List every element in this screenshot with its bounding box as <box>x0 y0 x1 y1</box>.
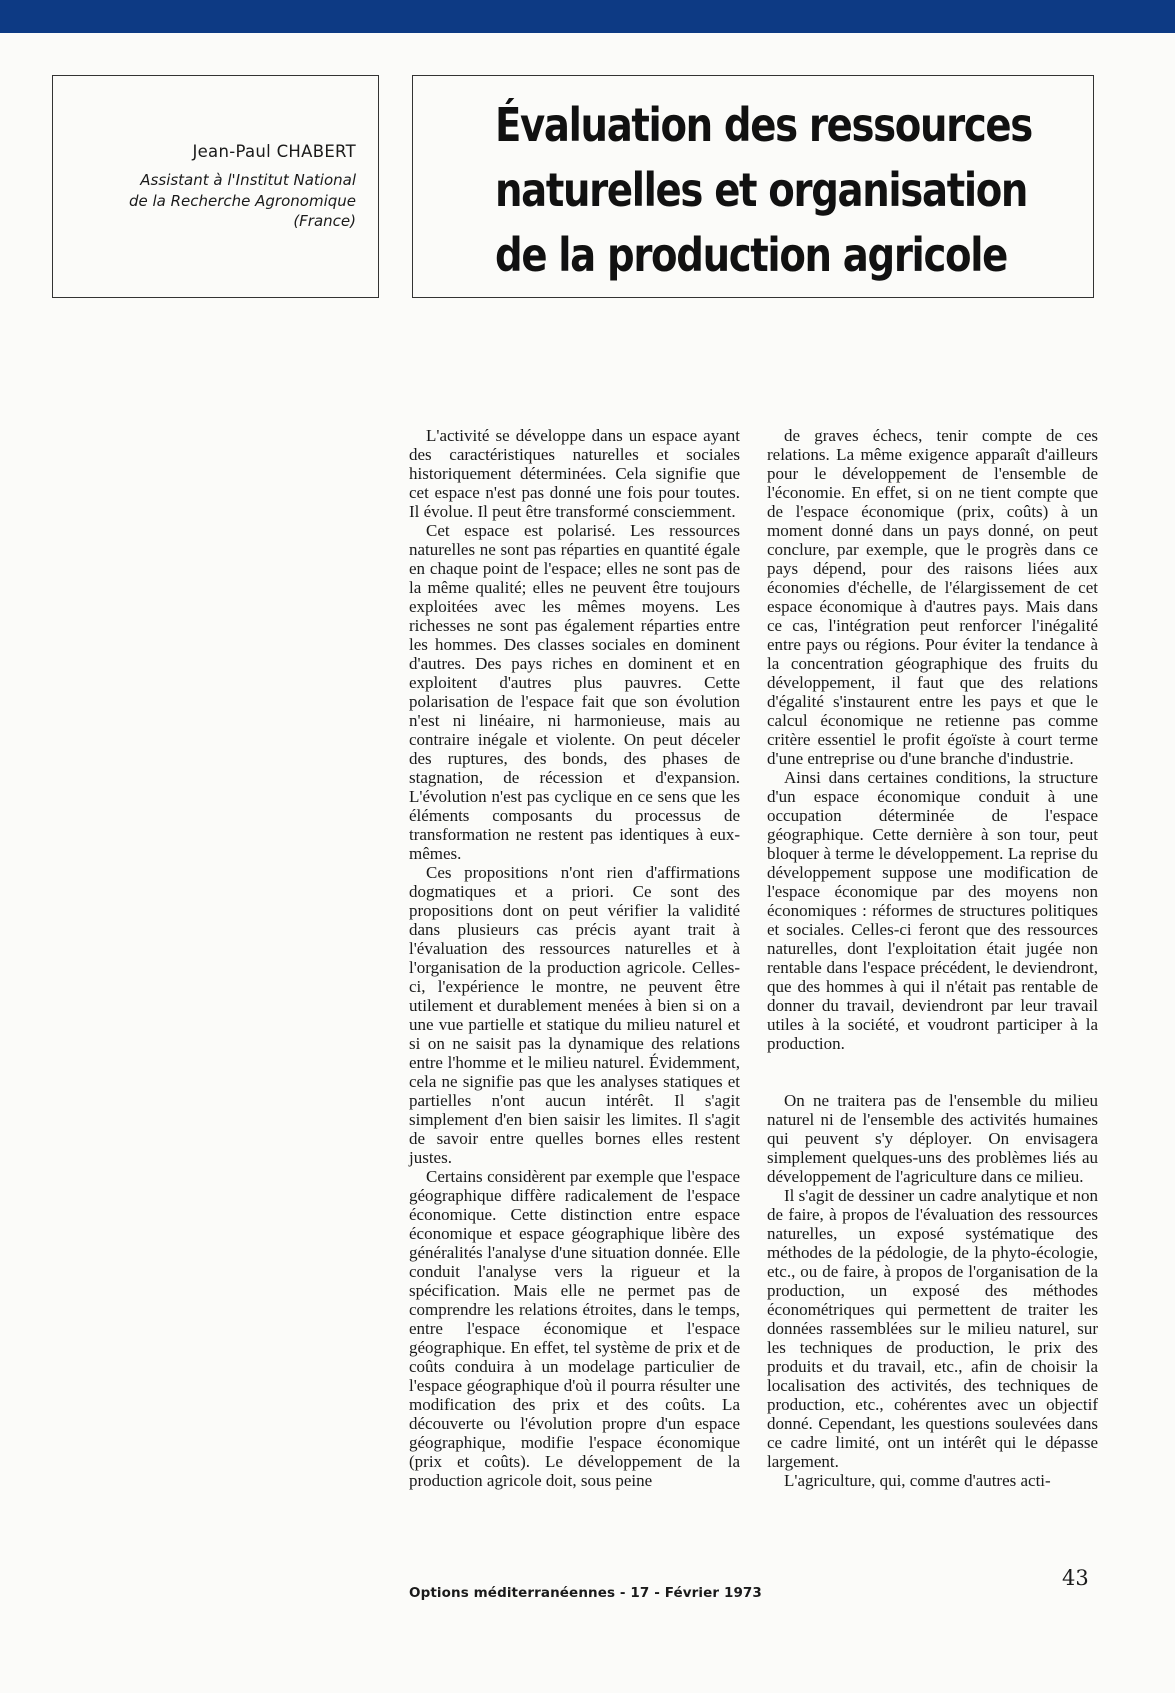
author-affiliation <box>63 170 356 232</box>
paragraph: L'activité se développe dans un espace ayant des caractéristiques naturelles et sociales historiquement déterminées. Cela signifie que cet espace n'est pas donné une fois pour toutes. Il évolue. Il peut être transformé consciemment. <box>409 426 740 521</box>
affiliation-line: de la Recherche Agronomique <box>128 191 356 210</box>
paragraph: Cet espace est polarisé. Les ressources naturelles ne sont pas réparties en quantité égale en chaque point de l'espace; elles ne sont pas de la même qualité; elles ne peuvent être toujours exploitées avec les mêmes moyens. Les richesses ne sont pas également réparties entre les hommes. Des classes sociales en dominent d'autres. Des pays riches en dominent et en exploitent d'autres plus pauvres. Cette polarisation de l'espace fait que son évolution n'est ni linéaire, ni harmonieuse, mais au contraire inégale et violente. On peut déceler des ruptures, des bonds, des phases de stagnation, de récession et d'expansion. L'évolution n'est pas cyclique en ce sens que les éléments composants du processus de transformation ne restent pas identiques à eux-mêmes. <box>409 521 740 863</box>
article-title <box>495 93 1032 288</box>
paragraph: Ces propositions n'ont rien d'affirmations dogmatiques et a priori. Ce sont des propositions dont on peut vérifier la validité dans plusieurs cas précis ayant trait à l'évaluation des ressources naturelles et à l'organisation de la production agricole. Celles-ci, l'expérience le montre, ne peuvent être utilement et durablement menées à bien si on a une vue partielle et statique du milieu naturel et si on ne saisit pas la dynamique des relations entre l'homme et le milieu naturel. Évidemment, cela ne signifie pas que les analyses statiques et partielles n'ont aucun intérêt. Il s'agit simplement d'en bien saisir les limites. Il s'agit de savoir entre quelles bornes elles restent justes. <box>409 863 740 1167</box>
paragraph: Ainsi dans certaines conditions, la structure d'un espace économique conduit à une occupation déterminée de l'espace géographique. Cette dernière à son tour, peut bloquer à terme le développement. La reprise du développement suppose une modification de l'espace économique par des moyens non économiques : réformes de structures politiques et sociales. Celles-ci feront que des ressources naturelles, dont l'exploitation était jugée non rentable dans l'espace précédent, le deviendront, que des hommes à qui il n'était pas rentable de donner du travail, deviendront par leur travail utiles à la société, et voudront participer à la production. <box>767 768 1098 1053</box>
paragraph: On ne traitera pas de l'ensemble du milieu naturel ni de l'ensemble des activités humaines qui peuvent s'y déployer. On envisagera simplement quelques-uns des problèmes liés au développement de l'agriculture dans ce milieu. <box>767 1091 1098 1186</box>
page-number: 43 <box>1062 1566 1089 1590</box>
affiliation-line: (France) <box>293 212 356 230</box>
affiliation-line: Assistant à l'Institut National <box>140 171 356 189</box>
section-gap <box>767 1053 1098 1072</box>
body-column-right <box>767 426 1098 1490</box>
paragraph: L'agriculture, qui, comme d'autres acti- <box>784 1471 1051 1490</box>
paragraph: Il s'agit de dessiner un cadre analytique et non de faire, à propos de l'évaluation des ressources naturelles, un exposé systématique des méthodes de la pédologie, de la phyto-écologie, etc., ou de faire, à propos de l'organisation de la production, un exposé des méthodes économétriques qui permettent de traiter les données rassemblées sur le milieu naturel, sur les techniques de production, le prix des produits et du travail, etc., afin de choisir la localisation des activités, des techniques de production, etc., cohérentes avec un objectif donné. Cependant, les questions soulevées dans ce cadre limité, ont un intérêt qui le dépasse largement. <box>767 1186 1098 1471</box>
author-box <box>52 75 379 298</box>
title-line: de la production agricole <box>495 228 1007 282</box>
title-line: naturelles et organisation <box>495 163 1028 217</box>
section-gap <box>767 1072 1098 1091</box>
body-column-left <box>409 426 740 1490</box>
paragraph: de graves échecs, tenir compte de ces relations. La même exigence apparaît d'ailleurs pour le développement de l'ensemble de l'économie. En effet, si on ne tient compte que de l'espace économique (prix, coûts) à un moment donné dans un pays donné, on peut conclure, par exemple, que le progrès dans ce pays dépend, pour des raisons liées aux économies d'échelle, de l'élargissement de cet espace économique à d'autres pays. Mais dans ce cas, l'intégration peut renforcer l'inégalité entre pays ou régions. Pour éviter la tendance à la concentration géographique des fruits du développement, il faut que des relations d'égalité s'instaurent entre les pays et que le calcul économique ne retienne pas comme critère essentiel le profit égoïste à court terme d'une entreprise ou d'une branche d'industrie. <box>767 426 1098 768</box>
paragraph: Certains considèrent par exemple que l'espace géographique diffère radicalement de l'espace économique. Cette distinction entre espace économique et espace géographique libère des généralités l'analyse d'une situation donnée. Elle conduit l'analyse vers la rigueur et la spécification. Mais elle ne permet pas de comprendre les relations étroites, dans le temps, entre l'espace économique et l'espace géographique. En effet, tel système de prix et de coûts conduira à un modelage particulier de l'espace géographique d'où il pourra résulter une modification des prix et des coûts. La découverte ou l'évolution propre d'un espace géographique, modifie l'espace économique (prix et coûts). Le développement de la production agricole doit, sous peine <box>409 1167 740 1490</box>
author-name: Jean-Paul CHABERT <box>192 142 356 161</box>
journal-footer: Options méditerranéennes - 17 - Février 1973 <box>409 1585 762 1601</box>
title-box <box>412 75 1094 298</box>
top-color-band <box>0 0 1175 33</box>
title-line: Évaluation des ressources <box>495 98 1032 152</box>
